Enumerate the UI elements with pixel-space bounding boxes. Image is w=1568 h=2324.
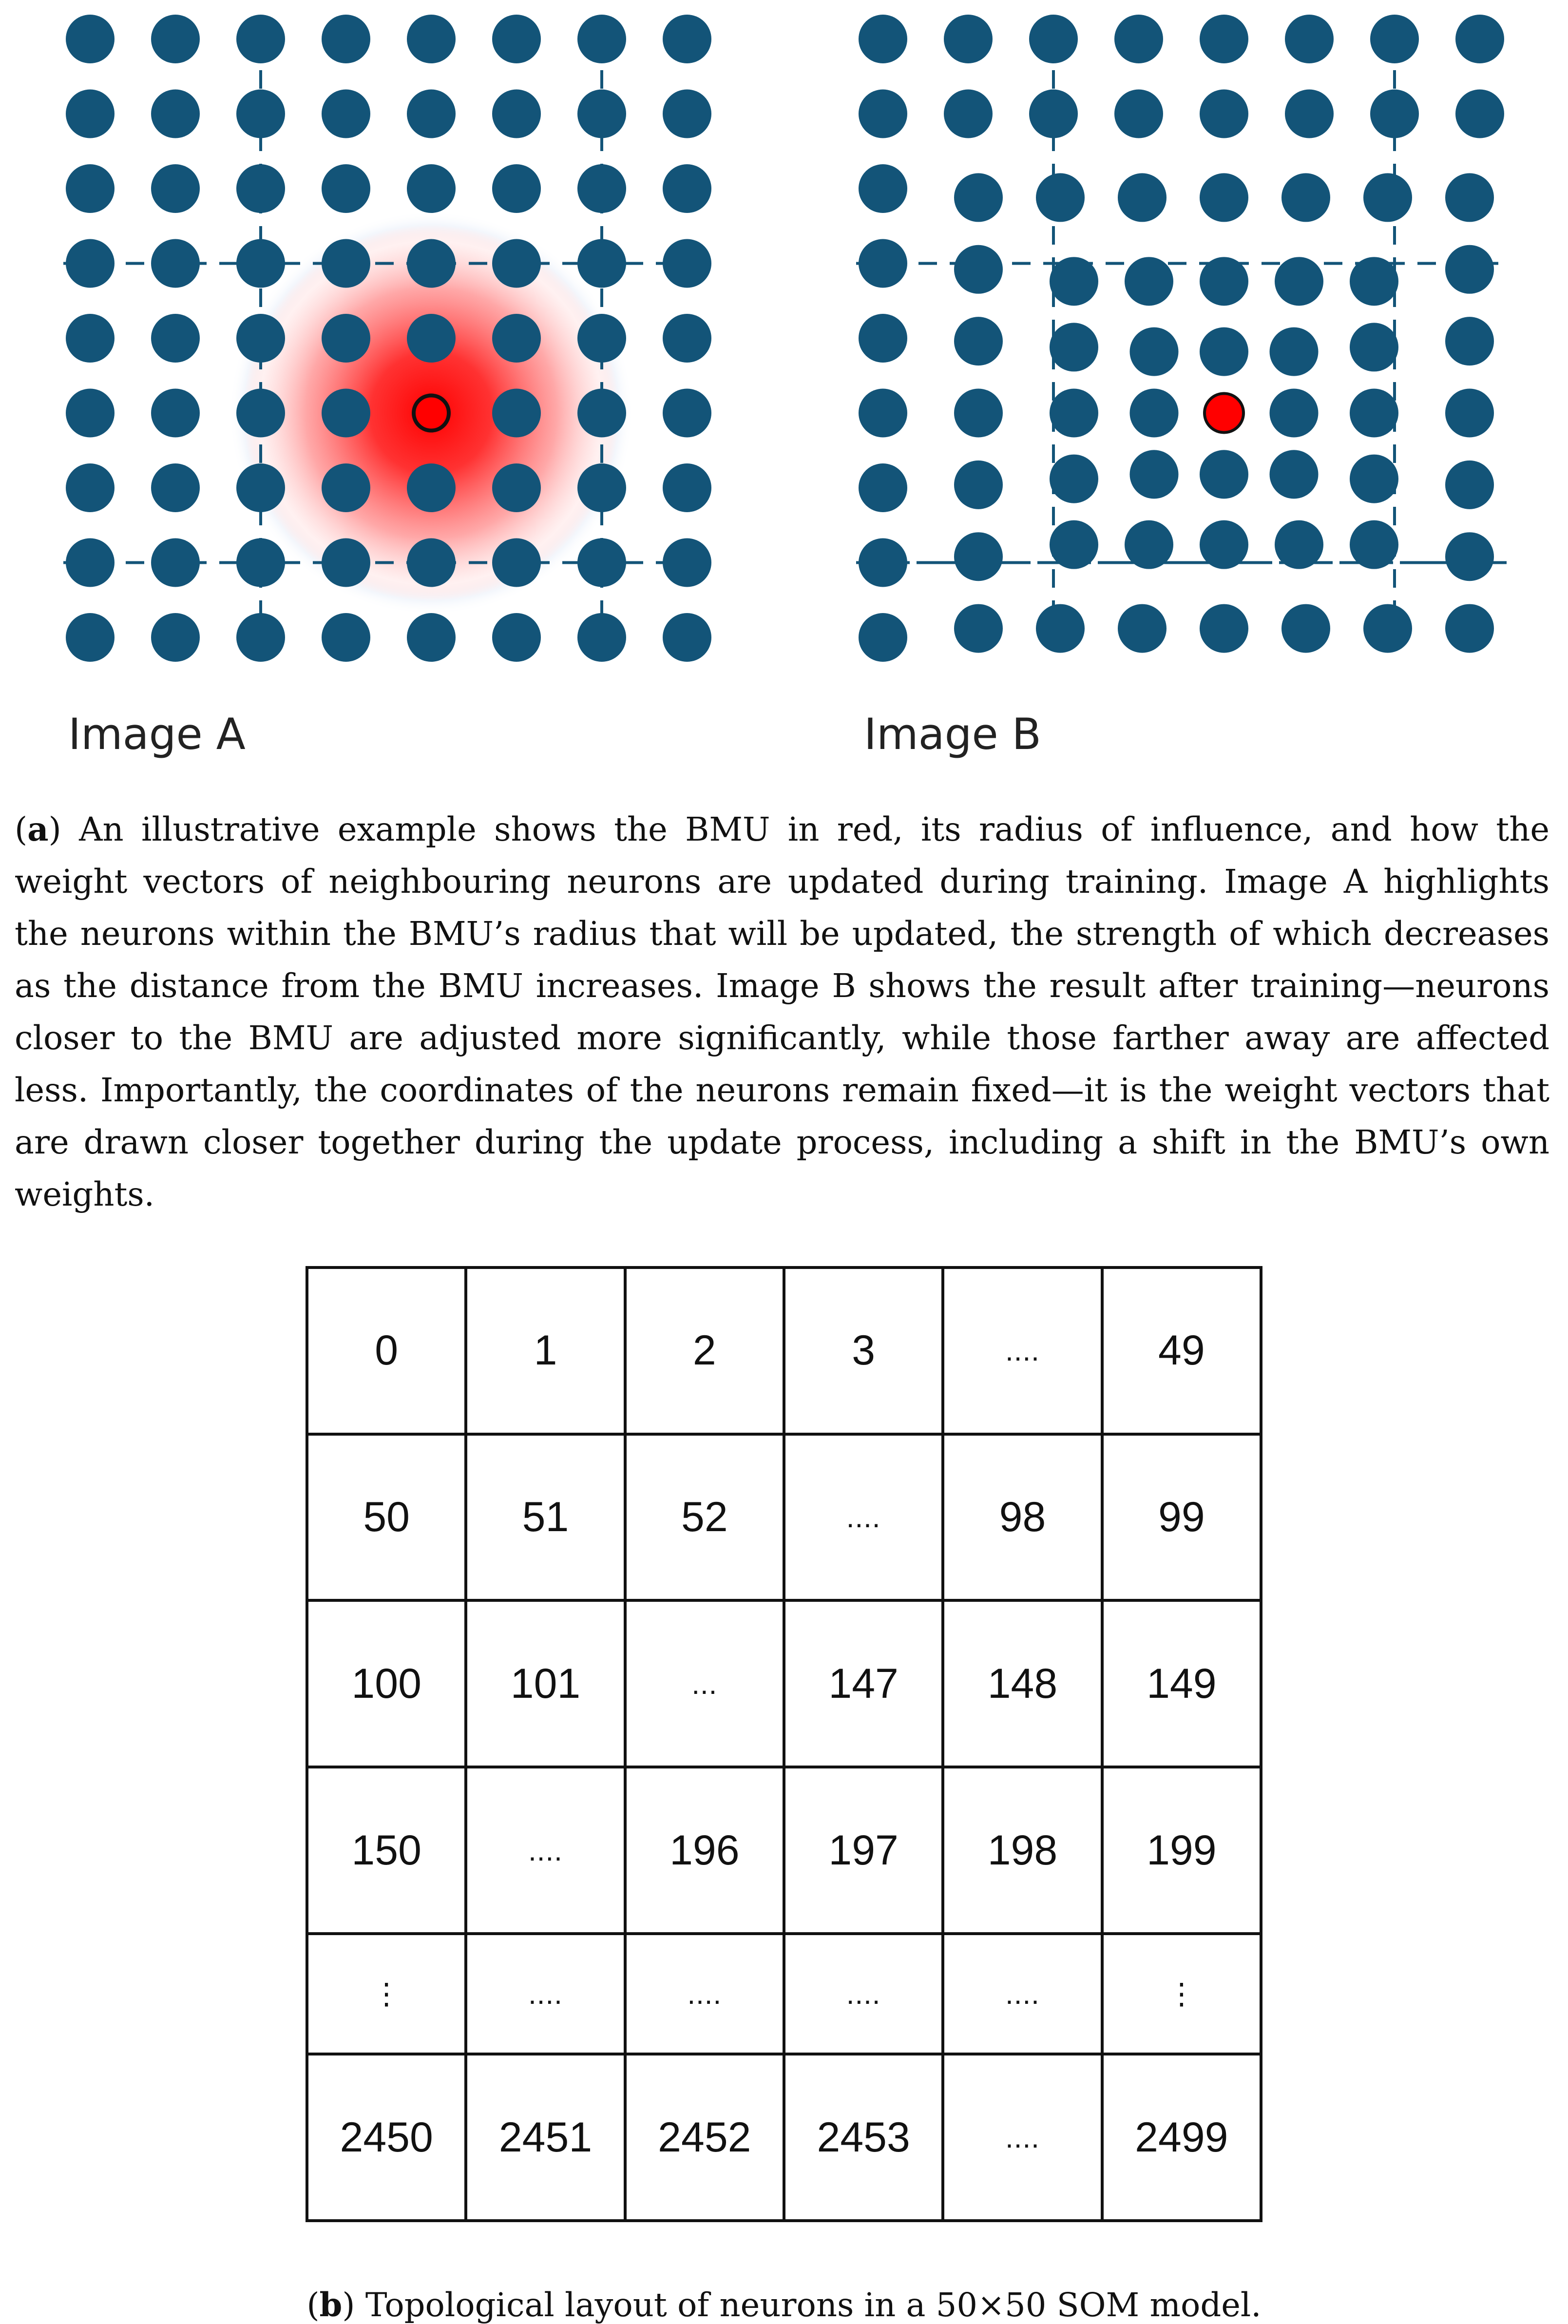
- neuron: [1455, 15, 1504, 63]
- neuron: [1270, 389, 1319, 438]
- neuron-index-cell: ....: [784, 1934, 943, 2054]
- neuron-index-cell: ....: [466, 1767, 625, 1934]
- neuron: [492, 90, 541, 138]
- neuron: [236, 15, 285, 63]
- neuron: [66, 90, 115, 138]
- neuron: [859, 90, 907, 138]
- neuron: [1363, 604, 1412, 653]
- neuron: [1455, 90, 1504, 138]
- caption-b-text: Topological layout of neurons in a 50×50 SOM model.: [365, 2286, 1262, 2324]
- neuron: [1200, 173, 1248, 222]
- neuron: [492, 164, 541, 213]
- neuron: [1200, 450, 1248, 499]
- neuron: [1370, 90, 1419, 138]
- neuron: [577, 15, 626, 63]
- neuron: [236, 239, 285, 288]
- neuron: [577, 239, 626, 288]
- neuron-index-cell: 150: [307, 1767, 466, 1934]
- neuron: [322, 15, 370, 63]
- neuron-index-cell: 100: [307, 1600, 466, 1767]
- neuron: [577, 463, 626, 512]
- neuron: [1125, 520, 1173, 569]
- neuron: [954, 173, 1003, 222]
- neuron: [1118, 604, 1166, 653]
- neuron: [1270, 450, 1319, 499]
- neuron: [66, 613, 115, 662]
- neuron: [236, 314, 285, 363]
- neuron: [66, 538, 115, 587]
- neuron: [322, 239, 370, 288]
- neuron: [1029, 15, 1078, 63]
- neuron-index-cell: 2: [625, 1268, 784, 1434]
- neuron-index-cell: 198: [943, 1767, 1102, 1934]
- neuron: [944, 15, 993, 63]
- neuron: [954, 461, 1003, 509]
- image-a-label: Image A: [68, 709, 246, 759]
- neuron-index-cell: 101: [466, 1600, 625, 1767]
- neuron: [577, 538, 626, 587]
- neuron: [407, 90, 456, 138]
- neuron-index-cell: 52: [625, 1434, 784, 1601]
- neuron: [1050, 389, 1098, 438]
- neuron: [322, 463, 370, 512]
- neuron: [577, 164, 626, 213]
- neuron: [407, 613, 456, 662]
- neuron: [859, 239, 907, 288]
- neuron: [859, 538, 907, 587]
- neuron: [1200, 520, 1248, 569]
- neuron-index-cell: ...: [625, 1600, 784, 1767]
- neuron: [1370, 15, 1419, 63]
- neuron: [236, 463, 285, 512]
- neuron: [577, 314, 626, 363]
- neuron: [1445, 604, 1494, 653]
- neuron-index-cell: 1: [466, 1268, 625, 1434]
- neuron-index-cell: 196: [625, 1767, 784, 1934]
- neuron: [151, 164, 200, 213]
- neuron-index-cell: ....: [784, 1434, 943, 1601]
- neuron-index-cell: ....: [466, 1934, 625, 2054]
- neuron: [1445, 532, 1494, 581]
- neuron: [407, 164, 456, 213]
- table-row: [307, 1268, 1261, 1434]
- caption-a: (a) An illustrative example shows the BMU in red, its radius of influence, and how the weight vectors of neighbouring neurons are updated during training. Image A highlights the neurons within the BMU’s radius that will be updated, the strength of which decreases as the distance from the BMU increases. Image B shows the result after training—neurons closer to the BMU are adjusted more significantly, while those farther away are affected less. Importantly, the coordinates of the neurons remain fixed—it is the weight vectors that are drawn closer together during the update process, including a shift in the BMU’s own weights.: [15, 810, 1549, 1213]
- neuron: [663, 389, 711, 438]
- neuron: [663, 239, 711, 288]
- neuron: [151, 538, 200, 587]
- neuron: [236, 538, 285, 587]
- neuron: [236, 90, 285, 138]
- neuron: [492, 15, 541, 63]
- neuron: [1285, 15, 1334, 63]
- image-a-grid: [63, 15, 714, 662]
- neuron: [954, 532, 1003, 581]
- neuron: [1281, 604, 1330, 653]
- bmu-neuron: [1205, 394, 1243, 433]
- neuron: [1445, 317, 1494, 365]
- neuron-index-cell: ⋮: [1102, 1934, 1261, 2054]
- neuron: [1445, 461, 1494, 509]
- neuron: [1350, 455, 1398, 503]
- table-row: [307, 1434, 1261, 1601]
- neuron: [407, 463, 456, 512]
- neuron: [492, 314, 541, 363]
- neuron: [1445, 245, 1494, 294]
- table-row: [307, 1934, 1261, 2054]
- neuron-index-cell: 2450: [307, 2054, 466, 2221]
- neuron: [151, 389, 200, 438]
- neuron: [66, 463, 115, 512]
- neuron-index-cell: 49: [1102, 1268, 1261, 1434]
- neuron: [1285, 90, 1334, 138]
- neuron-index-cell: ....: [943, 1268, 1102, 1434]
- neuron: [1270, 327, 1319, 376]
- neuron: [1130, 450, 1179, 499]
- neuron: [859, 314, 907, 363]
- neuron: [151, 314, 200, 363]
- neuron: [1114, 15, 1163, 63]
- neuron: [1029, 90, 1078, 138]
- neuron-index-cell: 147: [784, 1600, 943, 1767]
- neuron: [492, 538, 541, 587]
- neuron: [944, 90, 993, 138]
- neuron-index-cell: 99: [1102, 1434, 1261, 1601]
- table-row: [307, 1600, 1261, 1767]
- figure-a-neuron-grids: [0, 0, 1568, 692]
- neuron-index-cell: 2453: [784, 2054, 943, 2221]
- neuron: [1363, 173, 1412, 222]
- neuron-index-cell: 50: [307, 1434, 466, 1601]
- neuron: [1275, 520, 1323, 569]
- neuron: [1050, 257, 1098, 306]
- neuron: [322, 90, 370, 138]
- neuron: [1200, 15, 1248, 63]
- neuron: [577, 389, 626, 438]
- neuron: [322, 613, 370, 662]
- neuron: [1114, 90, 1163, 138]
- neuron-index-cell: 51: [466, 1434, 625, 1601]
- neuron: [663, 15, 711, 63]
- neuron: [1350, 323, 1398, 371]
- neuron: [859, 15, 907, 63]
- neuron: [1036, 173, 1085, 222]
- neuron: [66, 15, 115, 63]
- neuron: [151, 239, 200, 288]
- neuron-index-cell: ....: [943, 2054, 1102, 2221]
- neuron: [236, 613, 285, 662]
- image-b-label: Image B: [864, 709, 1041, 759]
- neuron: [1050, 520, 1098, 569]
- neuron: [663, 90, 711, 138]
- neuron-index-cell: 148: [943, 1600, 1102, 1767]
- neuron-index-cell: 98: [943, 1434, 1102, 1601]
- neuron: [1350, 520, 1398, 569]
- neuron-index-cell: 2452: [625, 2054, 784, 2221]
- neuron: [322, 538, 370, 587]
- neuron: [1275, 257, 1323, 306]
- neuron: [1130, 389, 1179, 438]
- neuron: [954, 389, 1003, 438]
- neuron: [1350, 257, 1398, 306]
- neuron: [1200, 327, 1248, 376]
- neuron: [1130, 327, 1179, 376]
- neuron: [663, 463, 711, 512]
- neuron: [859, 613, 907, 662]
- neuron: [1200, 90, 1248, 138]
- neuron: [954, 317, 1003, 365]
- neuron: [1200, 604, 1248, 653]
- neuron-index-cell: 199: [1102, 1767, 1261, 1934]
- table-row: [307, 2054, 1261, 2221]
- neuron: [322, 314, 370, 363]
- table-row: [307, 1767, 1261, 1934]
- neuron: [1445, 389, 1494, 438]
- neuron: [492, 239, 541, 288]
- neuron-index-cell: 0: [307, 1268, 466, 1434]
- neuron: [859, 389, 907, 438]
- neuron: [492, 389, 541, 438]
- neuron: [577, 90, 626, 138]
- neuron: [1125, 257, 1173, 306]
- neuron: [1050, 455, 1098, 503]
- caption-a-text: An illustrative example shows the BMU in red, its radius of influence, and how the weight vectors of neighbouring neurons are updated during training. Image A highlights the neurons within the BMU’s radius that will be updated, the strength of which decreases as the distance from the BMU increases. Image B shows the result after training—neurons closer to the BMU are adjusted more significantly, while those farther away are affected less. Importantly, the coordinates of the neurons remain fixed—it is the weight vectors that are drawn closer together during the update process, including a shift in the BMU’s own weights.: [15, 810, 1549, 1213]
- neuron: [236, 389, 285, 438]
- neuron: [859, 463, 907, 512]
- caption-b-tag: b: [319, 2286, 343, 2324]
- neuron: [1118, 173, 1166, 222]
- neuron-index-cell: 2499: [1102, 2054, 1261, 2221]
- neuron: [1445, 173, 1494, 222]
- neuron: [1350, 389, 1398, 438]
- neuron: [236, 164, 285, 213]
- neuron: [663, 164, 711, 213]
- neuron-index-cell: 3: [784, 1268, 943, 1434]
- neuron: [66, 389, 115, 438]
- neuron: [151, 463, 200, 512]
- neuron-index-cell: 149: [1102, 1600, 1261, 1767]
- bmu-neuron: [414, 396, 449, 431]
- neuron: [1036, 604, 1085, 653]
- neuron: [66, 314, 115, 363]
- neuron: [66, 239, 115, 288]
- caption-a-tag: a: [27, 810, 49, 848]
- neuron: [663, 538, 711, 587]
- neuron-index-cell: ....: [625, 1934, 784, 2054]
- neuron-index-cell: ⋮: [307, 1934, 466, 2054]
- neuron: [322, 164, 370, 213]
- neuron: [577, 613, 626, 662]
- neuron: [151, 90, 200, 138]
- som-layout-table: [306, 1266, 1262, 2222]
- neuron: [66, 164, 115, 213]
- neuron: [407, 314, 456, 363]
- neuron: [407, 239, 456, 288]
- neuron: [407, 15, 456, 63]
- neuron: [492, 613, 541, 662]
- neuron-index-cell: 2451: [466, 2054, 625, 2221]
- neuron: [663, 613, 711, 662]
- neuron-index-cell: 197: [784, 1767, 943, 1934]
- neuron: [1200, 257, 1248, 306]
- neuron: [1050, 323, 1098, 371]
- neuron: [151, 613, 200, 662]
- neuron: [663, 314, 711, 363]
- neuron: [859, 164, 907, 213]
- caption-b: (b) Topological layout of neurons in a 50×50 SOM model.: [306, 2286, 1262, 2324]
- neuron: [407, 538, 456, 587]
- neuron: [1281, 173, 1330, 222]
- image-b-grid: [856, 15, 1507, 662]
- neuron: [151, 15, 200, 63]
- neuron: [492, 463, 541, 512]
- neuron: [954, 245, 1003, 294]
- neuron: [322, 389, 370, 438]
- neuron: [954, 604, 1003, 653]
- neuron-index-cell: ....: [943, 1934, 1102, 2054]
